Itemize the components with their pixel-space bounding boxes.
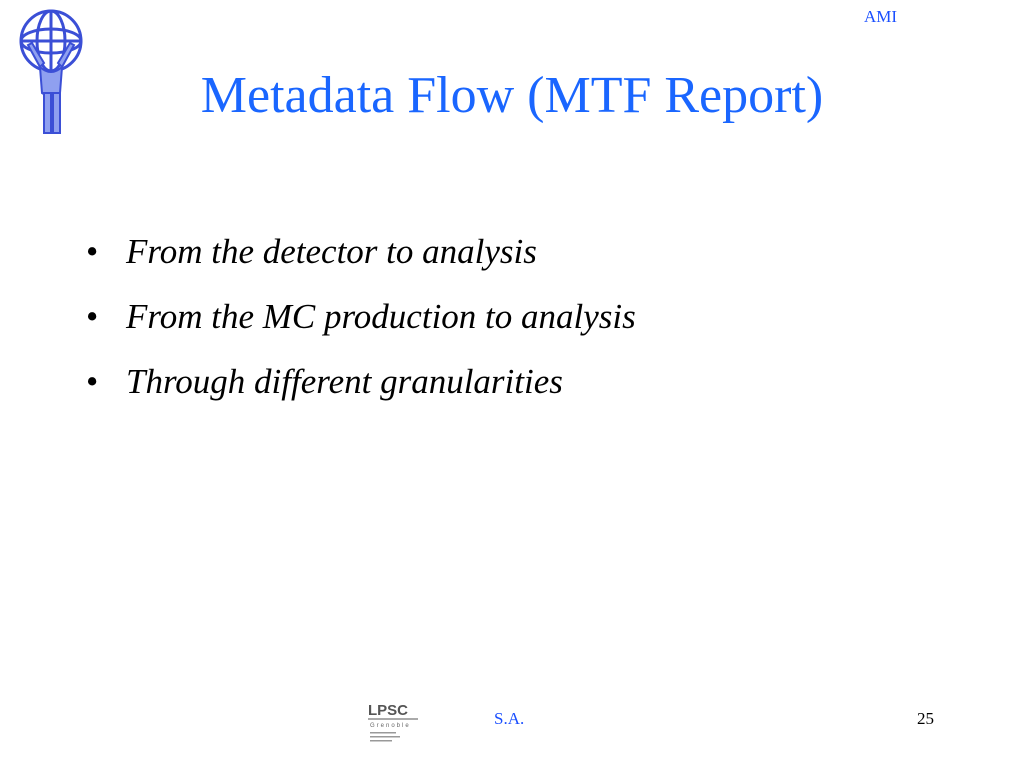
lpsc-logo-text: LPSC <box>368 702 409 719</box>
list-item <box>86 297 636 362</box>
bullet-marker: • <box>86 362 99 401</box>
bullet-text: From the detector to analysis <box>126 232 537 271</box>
bullet-marker: • <box>86 297 99 336</box>
bullet-text: From the MC production to analysis <box>126 297 636 336</box>
page-number: 25 <box>917 709 934 728</box>
bullet-marker: • <box>86 232 99 271</box>
bullet-list <box>86 232 636 427</box>
bullet-text: Through different granularities <box>126 362 563 401</box>
slide-title: Metadata Flow (MTF Report) <box>200 67 824 124</box>
list-item <box>86 362 636 427</box>
lpsc-logo-icon <box>366 699 422 745</box>
list-item <box>86 232 636 297</box>
lpsc-logo-subtext: Grenoble <box>370 723 411 729</box>
header-tag: AMI <box>864 7 898 26</box>
footer-author: S.A. <box>494 709 525 728</box>
